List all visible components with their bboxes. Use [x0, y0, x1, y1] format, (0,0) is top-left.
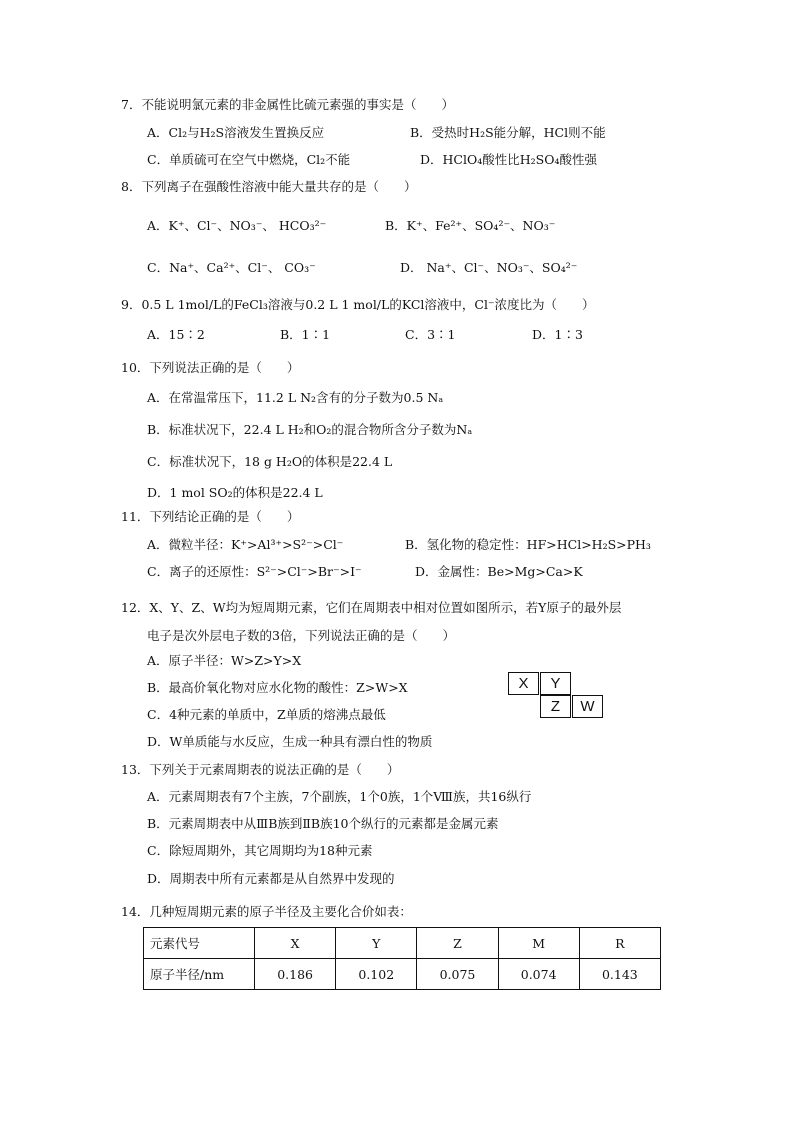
q7-option-b: B．受热时H₂S能分解，HCl则不能 — [410, 125, 606, 140]
q12-option-a: A．原子半径：W>Z>Y>X — [147, 653, 302, 668]
table-cell: Y — [336, 928, 417, 959]
table-cell: 0.102 — [336, 959, 417, 990]
table-cell: 原子半径/nm — [144, 959, 255, 990]
q12-stem-line1: 12．X、Y、Z、W均为短周期元素，它们在周期表中相对位置如图所示，若Y原子的最外层 — [121, 600, 622, 615]
q7-option-c: C．单质硫可在空气中燃烧，Cl₂不能 — [147, 152, 351, 167]
grid-cell-w: W — [572, 695, 603, 718]
table-cell: X — [255, 928, 336, 959]
q9-option-b: B．1∶1 — [280, 327, 331, 342]
table-cell: 元素代号 — [144, 928, 255, 959]
table-cell: Z — [417, 928, 498, 959]
q12-stem-line2: 电子是次外层电子数的3倍，下列说法正确的是（ ） — [147, 628, 455, 643]
table-header-row — [144, 928, 661, 959]
table-cell: R — [579, 928, 660, 959]
element-table — [143, 927, 661, 990]
q8-stem: 8．下列离子在强酸性溶液中能大量共存的是（ ） — [121, 179, 417, 194]
q12-option-d: D．W单质能与水反应，生成一种具有漂白性的物质 — [147, 734, 433, 749]
table-cell: 0.186 — [255, 959, 336, 990]
table-cell: 0.143 — [579, 959, 660, 990]
q14-stem: 14．几种短周期元素的原子半径及主要化合价如表： — [121, 904, 412, 919]
q9-option-a: A．15∶2 — [147, 327, 205, 342]
q8-option-d: D． Na⁺、Cl⁻、NO₃⁻、SO₄²⁻ — [400, 260, 578, 275]
q8-option-b: B．K⁺、Fe²⁺、SO₄²⁻、NO₃⁻ — [385, 218, 556, 233]
grid-cell-x: X — [508, 672, 539, 695]
table-cell: 0.074 — [498, 959, 579, 990]
q13-option-d: D．周期表中所有元素都是从自然界中发现的 — [147, 871, 395, 886]
q10-stem: 10．下列说法正确的是（ ） — [121, 360, 300, 375]
q10-option-c: C．标准状况下，18 g H₂O的体积是22.4 L — [147, 454, 393, 469]
q11-stem: 11．下列结论正确的是（ ） — [121, 509, 300, 524]
q11-option-b: B．氢化物的稳定性：HF>HCl>H₂S>PH₃ — [405, 537, 651, 552]
q12-option-c: C．4种元素的单质中，Z单质的熔沸点最低 — [147, 707, 386, 722]
table-cell: 0.075 — [417, 959, 498, 990]
table-cell: M — [498, 928, 579, 959]
q10-option-b: B．标准状况下，22.4 L H₂和O₂的混合物所含分子数为Nₐ — [147, 422, 473, 437]
q9-stem: 9．0.5 L 1mol/L的FeCl₃溶液与0.2 L 1 mol/L的KCl溶液中，Cl⁻浓度比为（ ） — [121, 297, 595, 312]
q7-option-d: D．HClO₄酸性比H₂SO₄酸性强 — [420, 152, 597, 167]
q13-option-c: C．除短周期外，其它周期均为18种元素 — [147, 843, 373, 858]
q9-option-c: C．3∶1 — [405, 327, 456, 342]
table-row — [144, 959, 661, 990]
q10-option-d: D．1 mol SO₂的体积是22.4 L — [147, 485, 323, 500]
q7-option-a: A．Cl₂与H₂S溶液发生置换反应 — [147, 125, 325, 140]
q7-stem: 7．不能说明氯元素的非金属性比硫元素强的事实是（ ） — [121, 97, 454, 112]
grid-cell-y: Y — [540, 672, 571, 695]
q9-option-d: D．1∶3 — [532, 327, 583, 342]
q11-option-d: D．金属性：Be>Mg>Ca>K — [415, 564, 583, 579]
q8-option-a: A．K⁺、Cl⁻、NO₃⁻、 HCO₃²⁻ — [147, 218, 327, 233]
q13-option-b: B．元素周期表中从ⅢB族到ⅡB族10个纵行的元素都是金属元素 — [147, 816, 499, 831]
q13-option-a: A．元素周期表有7个主族，7个副族，1个0族，1个Ⅷ族，共16纵行 — [147, 789, 532, 804]
q12-option-b: B．最高价氧化物对应水化物的酸性：Z>W>X — [147, 680, 408, 695]
q11-option-c: C．离子的还原性：S²⁻>Cl⁻>Br⁻>I⁻ — [147, 564, 362, 579]
q11-option-a: A．微粒半径：K⁺>Al³⁺>S²⁻>Cl⁻ — [147, 537, 344, 552]
q10-option-a: A．在常温常压下，11.2 L N₂含有的分子数为0.5 Nₐ — [147, 390, 444, 405]
grid-cell-z: Z — [540, 695, 571, 718]
q8-option-c: C．Na⁺、Ca²⁺、Cl⁻、 CO₃⁻ — [147, 260, 316, 275]
q13-stem: 13．下列关于元素周期表的说法正确的是（ ） — [121, 762, 400, 777]
